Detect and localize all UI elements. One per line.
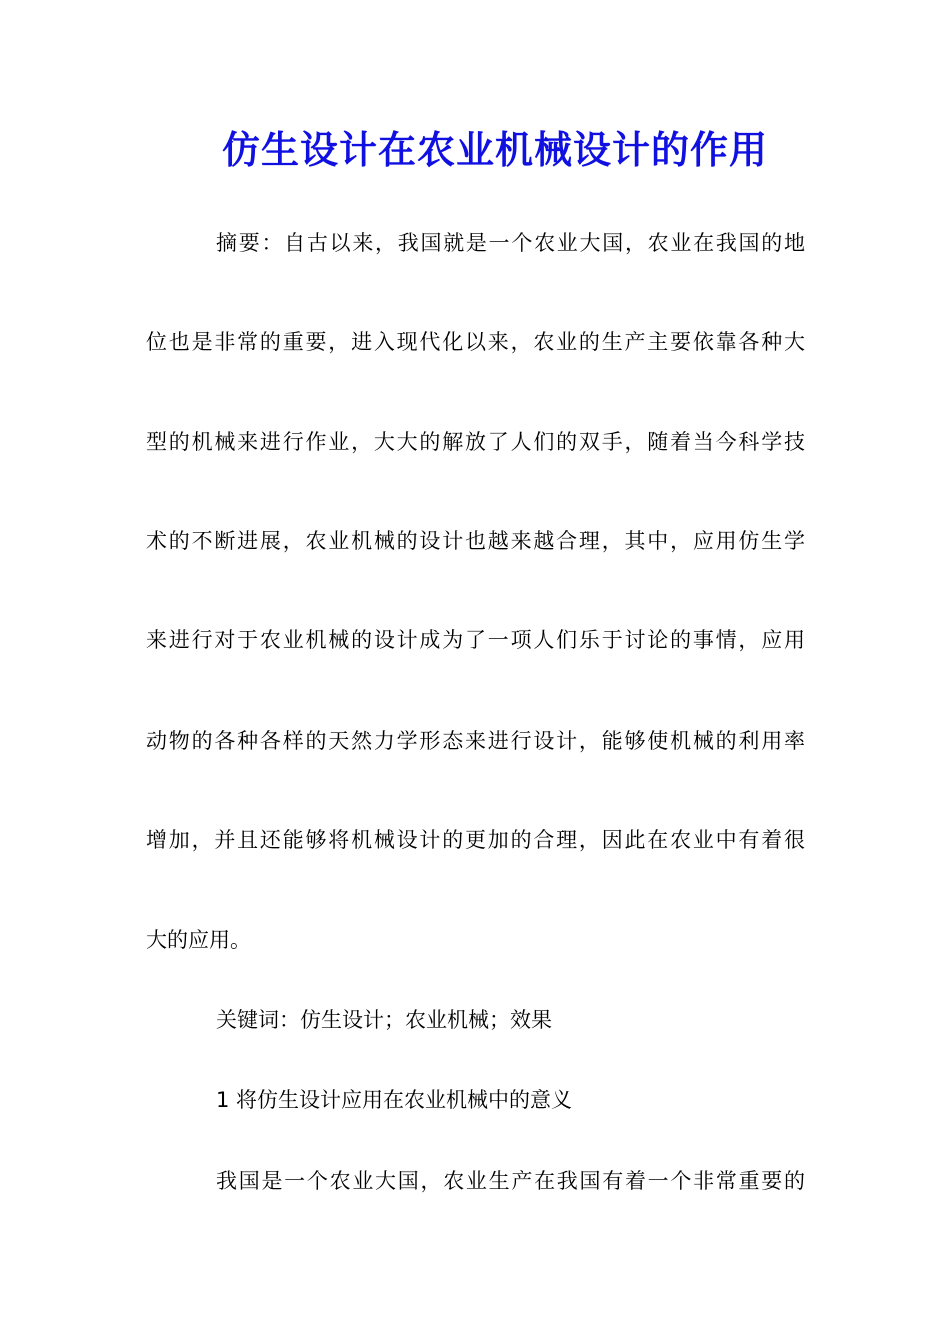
section-heading: 1 将仿生设计应用在农业机械中的意义 [216,1088,573,1112]
abstract-line: 位也是非常的重要，进入现代化以来，农业的生产主要依靠各种大 [146,330,805,354]
body-paragraph-line: 我国是一个农业大国，农业生产在我国有着一个非常重要的 [216,1169,805,1193]
abstract-line: 摘要：自古以来，我国就是一个农业大国，农业在我国的地 [216,231,805,255]
abstract-line: 动物的各种各样的天然力学形态来进行设计，能够使机械的利用率 [146,729,805,753]
abstract-line: 型的机械来进行作业，大大的解放了人们的双手，随着当今科学技 [146,430,805,454]
keywords-line: 关键词：仿生设计；农业机械；效果 [216,1008,552,1032]
abstract-line: 增加，并且还能够将机械设计的更加的合理，因此在农业中有着很 [146,828,805,852]
abstract-line: 来进行对于农业机械的设计成为了一项人们乐于讨论的事情，应用 [146,628,805,652]
abstract-line: 术的不断进展，农业机械的设计也越来越合理，其中，应用仿生学 [146,529,805,553]
document-title: 仿生设计在农业机械设计的作用 [221,127,768,172]
abstract-line: 大的应用。 [146,928,251,952]
